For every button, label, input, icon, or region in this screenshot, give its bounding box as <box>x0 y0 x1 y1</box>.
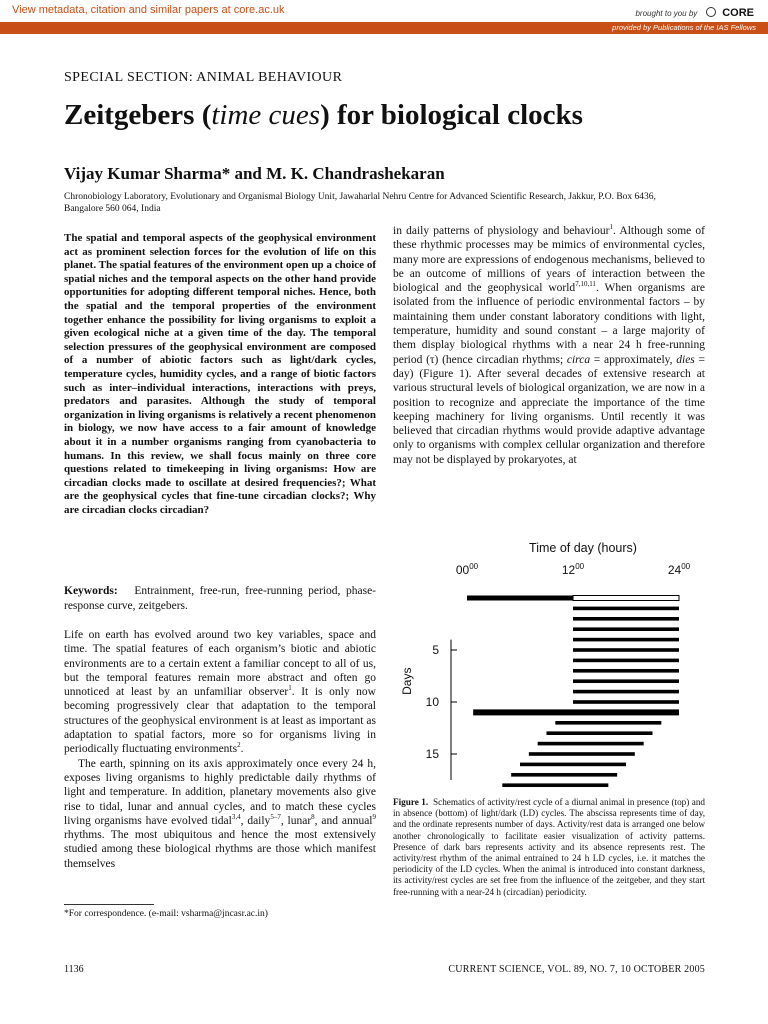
y-axis <box>426 640 457 780</box>
activity-bars <box>473 607 679 787</box>
activity-bar <box>573 648 679 652</box>
article-title <box>64 99 583 132</box>
figure-1 <box>393 530 705 790</box>
page-number: 1136 <box>64 964 84 975</box>
lighting-bar <box>467 596 679 601</box>
x-tick-label: $12^{00}$ <box>561 562 585 577</box>
provider-bar <box>0 22 768 34</box>
citation: 1 <box>609 223 614 232</box>
activity-bar <box>511 773 617 777</box>
x-tick-label: $00^{00}$ <box>455 562 479 577</box>
activity-bar <box>573 669 679 673</box>
activity-bar <box>555 721 661 725</box>
figure-caption <box>393 797 705 898</box>
core-logo-icon <box>706 7 716 17</box>
title-italic: time cues <box>211 99 321 131</box>
activity-bar <box>573 638 679 642</box>
activity-bar <box>538 742 644 746</box>
title-part: ) for biological clocks <box>320 99 583 131</box>
citation: 8 <box>311 813 315 822</box>
activity-bar <box>573 690 679 694</box>
actogram-chart <box>393 530 705 790</box>
caption-text: Schematics of activity/rest cycle of a diurnal animal in presence (top) and in absence (bottom) of light/dark (LD) cycles. The abscissa represents time of day, and the ordinate represents number of days. Activity/rest data is arranged one below another chronologically to facilitate easier visualization of activity patterns. Presence of dark bars represents activity and its absence represents rest. The activity/rest rhythm of the animal entrained to 24 h LD cycles, i.e. it matches the periodicity of the LD cycles. When the animal is introduced into constant darkness, its activity/rest cycles are set free from the influence of the zeitgeber, and they start free-running with a near-24 h (circadian) periodicity. <box>393 797 706 897</box>
body-paragraph: Life on earth has evolved around two key variables, space and time. The spatial features of each organism’s biotic and abiotic environments are to a certain extent a familiar concept to all of us, but the temporal features remain more abstract and often go unnoticed at least by an unfamiliar observer$^1$. It is only now becoming progressively clear that adaptation to the temporal structures of the geophysical environment is at least as important as adaptation to spatial factors, more so for organisms living in periodically fluctuating environments$^2$. <box>64 629 376 756</box>
provider-link[interactable]: provided by Publications of the IAS Fellows <box>612 23 756 32</box>
body-paragraph: The earth, spinning on its axis approximately once every 24 h, exposes living organisms to highly predictable daily rhythms of light and temperature. In addition, planetary movements also give rise to tidal, lunar and annual cycles, and to match these cycles living organisms have evolved tidal$^{3,4}$, daily$^{5-7}$, lunar$^8$, and annual$^9$ rhythms. The most ubiquitous and hence the most extensively studied among these biological rhythms are those which manifest themselves <box>64 757 376 870</box>
x-tick-label: $24^{00}$ <box>667 562 691 577</box>
citation: 9 <box>372 813 376 822</box>
x-axis-ticks <box>456 562 691 577</box>
body-right-column: in daily patterns of physiology and behaviour$^1$. Although some of these rhythmic processes may be mimics of environmental cycles, many more are expressions of endogenous mechanisms, believed to be an outcome of millions of years of interaction between the biological and the geophysical world$^{7,10,11}$. When organisms are isolated from the influence of periodic environmental factors – by maintaining them under constant laboratory conditions with light, temperature, humidity and sound constant – a large majority of them display biological rhythms with a near 24 h free-running period (τ) (hence circadian rhythms; circa = approximately, dies = day) (Figure 1). After several decades of extensive research at various structural levels of biological organization, we are now in a position to recognize and appreciate the importance of the time keeping machinery for living organisms. Until recently it was believed that circadian rhythms would provide adaptive advantage only to organisms with complex cellular organization and therefore may not be displayed by prokaryotes, at <box>393 223 706 466</box>
activity-bar <box>573 607 679 611</box>
y-tick-label: 5 <box>432 643 439 657</box>
dark-phase-bar <box>467 596 573 601</box>
light-phase-bar <box>573 596 679 601</box>
citation: 5–7 <box>270 813 281 822</box>
activity-bar <box>520 763 626 767</box>
core-metadata-link[interactable]: View metadata, citation and similar papers at core.ac.uk <box>12 4 285 16</box>
y-tick-label: 10 <box>425 695 439 709</box>
citation: 2 <box>237 741 241 750</box>
citation: 3,4 <box>231 813 241 822</box>
keywords <box>64 584 376 613</box>
chart-title: Time of day (hours) <box>529 541 637 555</box>
caption-label: Figure 1. <box>393 797 429 807</box>
italic-term: circa <box>566 353 591 366</box>
authors: Vijay Kumar Sharma* and M. K. Chandrashekaran <box>64 164 445 183</box>
body-left-column <box>64 628 376 871</box>
activity-bar <box>573 617 679 621</box>
activity-bar <box>573 679 679 683</box>
activity-bar <box>573 659 679 663</box>
keywords-text: Entrainment, free-run, free-running period, phase-response curve, zeitgebers. <box>64 585 377 612</box>
brought-by-text: brought to you by <box>635 9 698 18</box>
citation: 1 <box>288 684 292 693</box>
title-part: Zeitgebers ( <box>64 99 212 131</box>
activity-bar <box>547 731 653 735</box>
abstract: The spatial and temporal aspects of the geophysical environment act as prominent selection forces for the evolution of life on this planet. The spatial features of the environment open up a choice of spatial niches and the temporal aspects on the other hand provide opportunities for adopting different temporal niches. Hence, both the spatial and the temporal properties of the environment together enhance the possibility for living organisms to exploit a given ecological niche at a given time of the day. The temporal selection pressures of the geophysical environment are composed of a number of abiotic factors such as light/dark cycles, temperature cycles, humidity cycles, and a range of biotic factors such as inter–individual interactions, interactions with preys, predators and parasites. Although the study of temporal organization in living organisms is relatively a recent phenomenon in biology, we now have access to a fair amount of knowledge about it in a number organisms ranging from cyanobacteria to humans. In this review, we shall focus mainly on three core questions related to timekeeping in living organisms: How are circadian clocks made to oscillate at desired frequencies?; What are the geophysical cycles that fine-tune circadian clocks?; Why are circadian clocks circadian? <box>64 232 376 516</box>
activity-bar <box>502 783 608 787</box>
affiliation: Chronobiology Laboratory, Evolutionary and Organismal Biology Unit, Jawaharlal Nehru Centre for Advanced Scientific Research, Jakkur, P.O. Box 6436, Bangalore 560 064, India <box>64 192 656 214</box>
citation: 7,10,11 <box>575 280 596 289</box>
section-label: SPECIAL SECTION: ANIMAL BEHAVIOUR <box>64 70 343 85</box>
keywords-label: Keywords: <box>64 585 118 597</box>
footnote: *For correspondence. (e-mail: vsharma@jncasr.ac.in) <box>64 909 268 919</box>
core-brand[interactable] <box>635 3 754 21</box>
y-tick-label: 15 <box>425 747 439 761</box>
footnote-rule <box>64 904 154 905</box>
activity-bar <box>473 709 679 715</box>
core-brand-name: CORE <box>722 7 754 19</box>
activity-bar <box>573 700 679 704</box>
y-axis-label: Days <box>400 667 414 695</box>
core-banner <box>0 0 768 23</box>
journal-citation: CURRENT SCIENCE, VOL. 89, NO. 7, 10 OCTOBER 2005 <box>448 964 705 975</box>
activity-bar <box>529 752 635 756</box>
italic-term: dies <box>676 353 695 366</box>
activity-bar <box>573 627 679 631</box>
